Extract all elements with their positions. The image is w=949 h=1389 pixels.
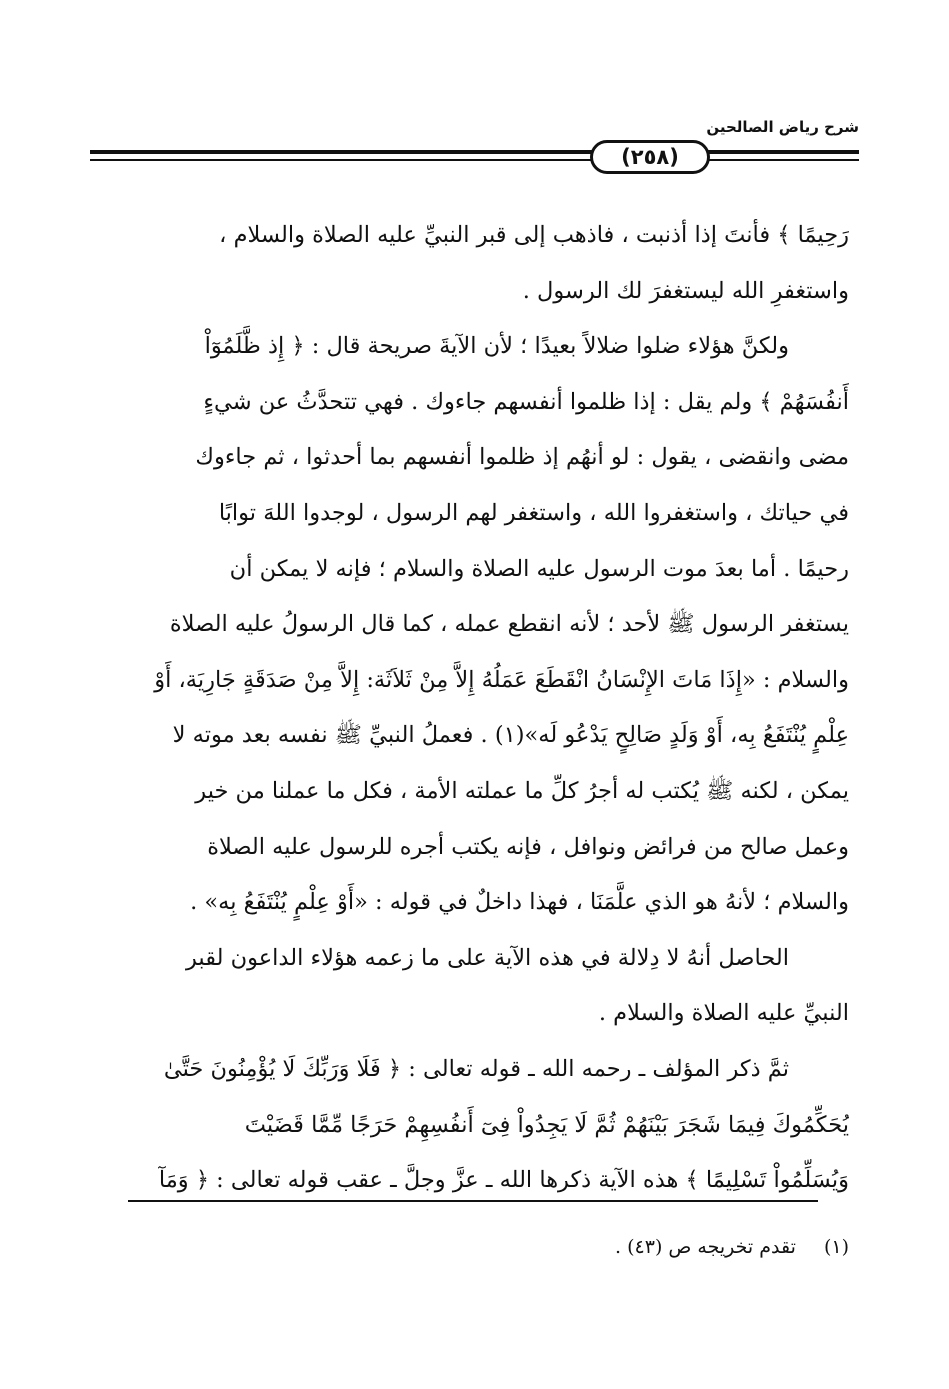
running-header-title: شرح رياض الصالحين <box>706 118 859 136</box>
body-line: والسلام ؛ لأنهُ هو الذي علَّمَنَا ، فهذا داخلٌ في قوله : «أَوْ عِلْمٍ يُنْتَفَعُ بِه» . <box>190 889 849 916</box>
body-line: يمكن ، لكنه ﷺ يُكتب له أجرُ كلِّ ما عملته الأمة ، فكل ما عملنا من خير <box>195 777 849 804</box>
body-line: ثمَّ ذكر المؤلف ـ رحمه الله ـ قوله تعالى : ﴿ فَلَا وَرَبِّكَ لَا يُؤْمِنُونَ حَتَّىٰ <box>163 1055 789 1082</box>
footnote-separator <box>128 1200 818 1202</box>
body-line: رحيمًا . أما بعدَ موت الرسول عليه الصلاة والسلام ؛ فإنه لا يمكن أن <box>229 555 849 582</box>
body-line: النبيِّ عليه الصلاة والسلام . <box>598 1000 849 1027</box>
body-line: وَيُسَلِّمُواْ تَسْلِيمًا ﴾ هذه الآية ذكرها الله ـ عزَّ وجلَّ ـ عقب قوله تعالى : ﴿ وَمَآ <box>158 1167 849 1194</box>
body-line: عِلْمٍ يُنْتَفَعُ بِه، أَوْ وَلَدٍ صَالِحٍ يَدْعُو لَه»(١) . فعملُ النبيِّ ﷺ نفسه بعد موته لا <box>172 722 849 749</box>
footnote-text: تقدم تخريجه ص (٤٣) . <box>615 1236 796 1258</box>
body-line: رَحِيمًا ﴾ فأنتَ إذا أذنبت ، فاذهب إلى قبر النبيِّ عليه الصلاة والسلام ، <box>219 222 849 248</box>
page-number: (٢٥٨) <box>590 140 710 174</box>
header-rule-thin <box>90 159 859 161</box>
body-line: أَنفُسَهُمْ ﴾ ولم يقل : إذا ظلموا أنفسهم جاءوك . فهي تتحدَّثُ عن شيءٍ <box>203 388 849 415</box>
body-line: والسلام : «إِذَا مَاتَ الإِنْسَانُ انْقَطَعَ عَمَلُهُ إِلاَّ مِنْ ثَلاَثَة: إِلاَّ مِنْ صَدَقَةٍ جَارِيَة، أَوْ <box>154 666 849 693</box>
body-line: يستغفر الرسول ﷺ لأحد ؛ لأنه انقطع عمله ، كما قال الرسولُ عليه الصلاة <box>169 611 849 638</box>
body-line: الحاصل أنهُ لا دِلالة في هذه الآية على ما زعمه هؤلاء الداعون لقبر <box>186 944 789 971</box>
body-text <box>100 208 849 1209</box>
body-line: وعمل صالح من فرائض ونوافل ، فإنه يكتب أجره للرسول عليه الصلاة <box>207 833 849 860</box>
footnote <box>615 1236 849 1258</box>
body-line: ولكنَّ هؤلاء ضلوا ضلالاً بعيدًا ؛ لأن الآيةَ صريحة قال : ﴿ إِذ ظَّلَمُوٓاْ <box>204 333 789 360</box>
header-rule <box>90 144 859 172</box>
body-line: واستغفرِ الله ليستغفرَ لك الرسول . <box>522 277 849 304</box>
body-line: في حياتك ، واستغفروا الله ، واستغفر لهم الرسول ، لوجدوا اللهَ توابًا <box>218 499 849 526</box>
header-rule-thick <box>90 150 859 154</box>
body-line: مضى وانقضى ، يقول : لو أنهُم إذ ظلموا أنفسهم بما أحدثوا ، ثم جاءوك <box>195 444 849 471</box>
body-line: يُحَكِّمُوكَ فِيمَا شَجَرَ بَيْنَهُمْ ثُمَّ لَا يَجِدُواْ فِىٓ أَنفُسِهِمْ حَرَجًا مِّمَّا قَضَيْتَ <box>244 1111 849 1138</box>
footnote-marker: (١) <box>823 1236 849 1258</box>
